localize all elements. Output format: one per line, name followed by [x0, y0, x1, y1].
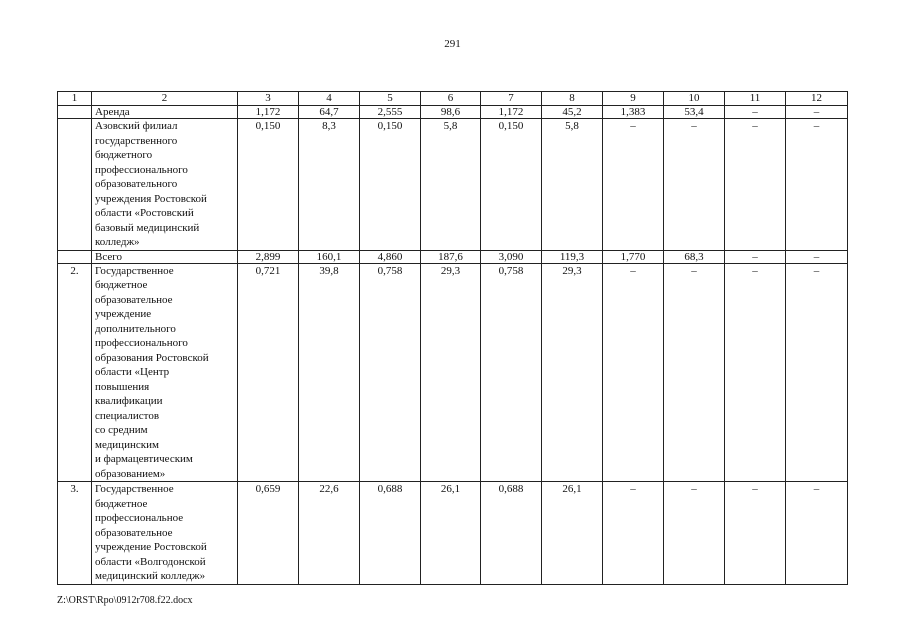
row-number-cell [58, 119, 92, 251]
table-row [58, 263, 848, 482]
value-cell: 0,721 [238, 263, 299, 482]
value-cell: – [603, 482, 664, 585]
header-cell: 12 [786, 92, 848, 106]
value-cell: 1,770 [603, 250, 664, 263]
row-number-cell [58, 106, 92, 119]
table-row [58, 119, 848, 251]
value-cell: 0,150 [360, 119, 421, 251]
value-cell: 1,172 [481, 106, 542, 119]
table-row [58, 482, 848, 585]
row-name-cell: Аренда [92, 106, 238, 119]
row-number-cell [58, 250, 92, 263]
value-cell: – [725, 106, 786, 119]
value-cell: 0,150 [481, 119, 542, 251]
data-table [57, 91, 848, 585]
table-header-row [58, 92, 848, 106]
value-cell: 0,758 [481, 263, 542, 482]
row-name-cell: Государственное бюджетное образовательное учреждение дополнительного профессионального образования Ростовской области «Центр повышения квалификации специалистов со средним медицинским и фармацевтическим образованием» [92, 263, 238, 482]
value-cell: – [664, 263, 725, 482]
value-cell: 5,8 [421, 119, 481, 251]
header-cell: 10 [664, 92, 725, 106]
footer-file-path: Z:\ORST\Rpo\0912r708.f22.docx [57, 595, 193, 606]
row-number-cell: 2. [58, 263, 92, 482]
value-cell: 53,4 [664, 106, 725, 119]
table-row [58, 106, 848, 119]
row-number-cell: 3. [58, 482, 92, 585]
value-cell: 4,860 [360, 250, 421, 263]
value-cell: 98,6 [421, 106, 481, 119]
value-cell: – [725, 250, 786, 263]
header-cell: 6 [421, 92, 481, 106]
value-cell: 187,6 [421, 250, 481, 263]
row-name-cell: Всего [92, 250, 238, 263]
header-cell: 3 [238, 92, 299, 106]
value-cell: 45,2 [542, 106, 603, 119]
header-cell: 1 [58, 92, 92, 106]
value-cell: 26,1 [542, 482, 603, 585]
value-cell: – [786, 119, 848, 251]
value-cell: – [725, 482, 786, 585]
header-cell: 11 [725, 92, 786, 106]
value-cell: 26,1 [421, 482, 481, 585]
value-cell: 119,3 [542, 250, 603, 263]
value-cell: – [786, 250, 848, 263]
value-cell: 1,172 [238, 106, 299, 119]
value-cell: 29,3 [542, 263, 603, 482]
header-cell: 2 [92, 92, 238, 106]
value-cell: 2,555 [360, 106, 421, 119]
value-cell: 8,3 [299, 119, 360, 251]
value-cell: – [725, 263, 786, 482]
value-cell: 3,090 [481, 250, 542, 263]
value-cell: 0,688 [360, 482, 421, 585]
value-cell: 22,6 [299, 482, 360, 585]
header-cell: 4 [299, 92, 360, 106]
value-cell: 5,8 [542, 119, 603, 251]
header-cell: 7 [481, 92, 542, 106]
row-name-cell: Государственное бюджетное профессиональное образовательное учреждение Ростовской области «Волгодонской медицинский колледж» [92, 482, 238, 585]
value-cell: – [786, 263, 848, 482]
header-cell: 5 [360, 92, 421, 106]
value-cell: 0,659 [238, 482, 299, 585]
value-cell: 1,383 [603, 106, 664, 119]
header-cell: 9 [603, 92, 664, 106]
value-cell: 0,150 [238, 119, 299, 251]
value-cell: – [664, 482, 725, 585]
value-cell: – [603, 263, 664, 482]
table-row [58, 250, 848, 263]
value-cell: 29,3 [421, 263, 481, 482]
value-cell: – [725, 119, 786, 251]
value-cell: – [664, 119, 725, 251]
header-cell: 8 [542, 92, 603, 106]
value-cell: 0,758 [360, 263, 421, 482]
value-cell: 160,1 [299, 250, 360, 263]
row-name-cell: Азовский филиал государственного бюджетного профессионального образовательного учреждения Ростовской области «Ростовский базовый медицинский колледж» [92, 119, 238, 251]
page-number: 291 [444, 38, 461, 50]
value-cell: 64,7 [299, 106, 360, 119]
value-cell: – [603, 119, 664, 251]
value-cell: – [786, 482, 848, 585]
value-cell: 39,8 [299, 263, 360, 482]
value-cell: 2,899 [238, 250, 299, 263]
value-cell: 0,688 [481, 482, 542, 585]
value-cell: 68,3 [664, 250, 725, 263]
value-cell: – [786, 106, 848, 119]
